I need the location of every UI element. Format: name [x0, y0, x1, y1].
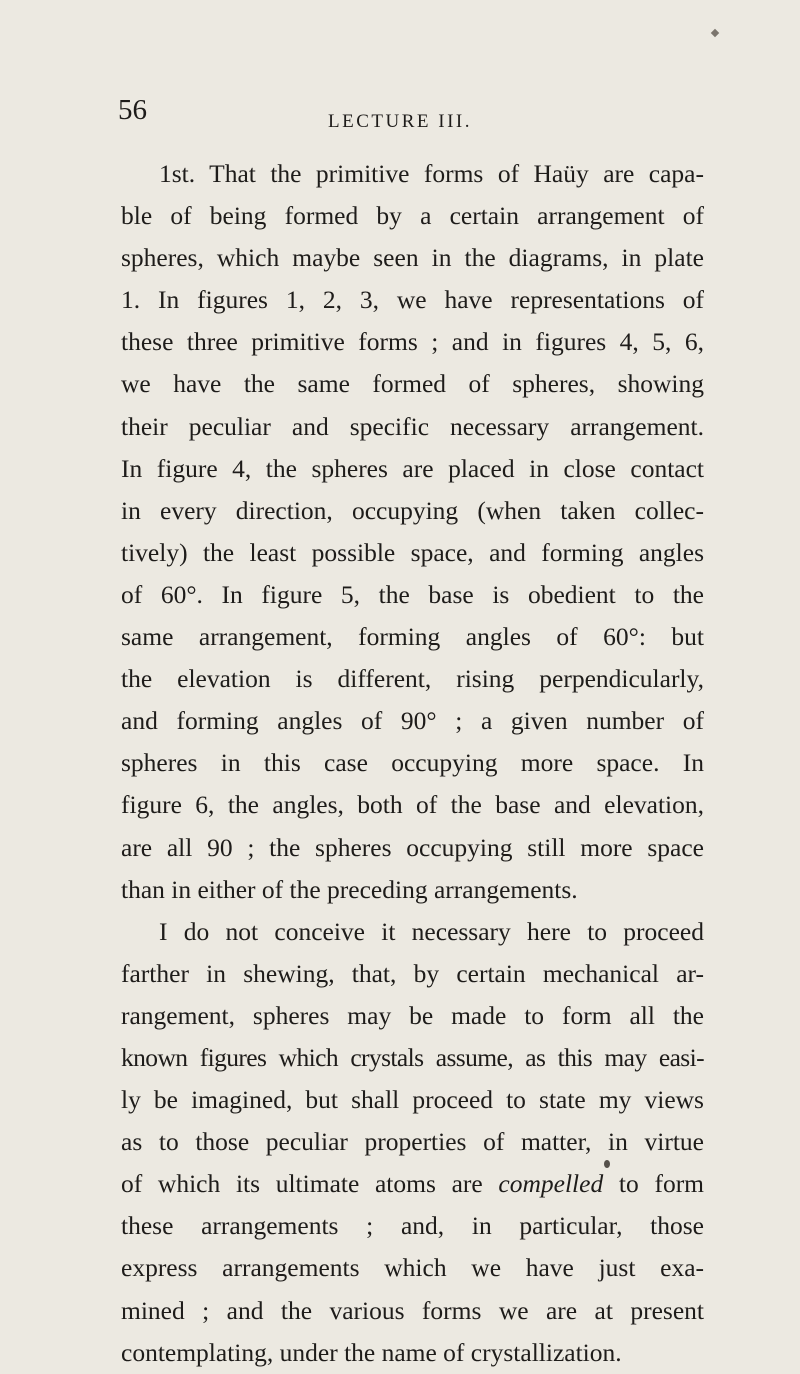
text-line: I do not conceive it necessary here to proceed — [159, 916, 704, 946]
text-line: same arrangement, forming angles of 60°: but — [121, 622, 704, 652]
ink-speck — [604, 1160, 610, 1168]
text-line: contemplating, under the name of crystallization. — [121, 1337, 622, 1367]
text-fragment: to form — [618, 1169, 705, 1199]
text-line: spheres in this case occupying more space. In — [121, 748, 704, 778]
text-line: as to those peculiar properties of matter, in virtue — [121, 1127, 704, 1157]
running-head: LECTURE III. — [328, 111, 472, 132]
text-line: these three primitive forms ; and in figures 4, 5, 6, — [121, 327, 704, 357]
text-fragment: of which its ultimate atoms are — [121, 1169, 483, 1199]
text-line: tively) the least possible space, and forming angles — [121, 537, 704, 567]
text-line: figure 6, the angles, both of the base and elevation, — [121, 790, 704, 820]
text-line: spheres, which maybe seen in the diagrams, in plate — [121, 243, 704, 273]
page-number: 56 — [118, 94, 147, 126]
text-line: we have the same formed of spheres, showing — [121, 369, 704, 399]
text-line: than in either of the preceding arrangements. — [121, 874, 578, 904]
text-line: express arrangements which we have just exa- — [121, 1253, 704, 1283]
text-line: rangement, spheres may be made to form all the — [121, 1000, 704, 1030]
emphasized-word: compelled — [498, 1169, 604, 1199]
body-text — [121, 153, 704, 1374]
text-line: in every direction, occupying (when taken collec- — [121, 495, 704, 525]
text-line: ly be imagined, but shall proceed to state my views — [121, 1085, 704, 1115]
text-line: these arrangements ; and, in particular, those — [121, 1211, 704, 1241]
text-line: 1st. That the primitive forms of Haüy are capa- — [159, 159, 704, 188]
corner-mark — [711, 29, 719, 37]
text-line: and forming angles of 90° ; a given number of — [121, 706, 704, 736]
text-line-with-emphasis — [121, 1163, 704, 1205]
text-line: farther in shewing, that, by certain mechanical ar- — [121, 958, 704, 988]
text-line: of 60°. In figure 5, the base is obedient to the — [121, 579, 704, 609]
text-line: 1. In figures 1, 2, 3, we have representations of — [121, 285, 704, 315]
text-line: mined ; and the various forms we are at present — [121, 1295, 704, 1325]
text-line: known figures which crystals assume, as this may easi- — [121, 1042, 704, 1072]
text-line: their peculiar and specific necessary arrangement. — [121, 411, 704, 441]
text-line: the elevation is different, rising perpendicularly, — [121, 664, 704, 694]
text-line: are all 90 ; the spheres occupying still more space — [121, 832, 704, 862]
text-line: ble of being formed by a certain arrangement of — [121, 201, 704, 231]
text-line: In figure 4, the spheres are placed in close contact — [121, 453, 704, 483]
